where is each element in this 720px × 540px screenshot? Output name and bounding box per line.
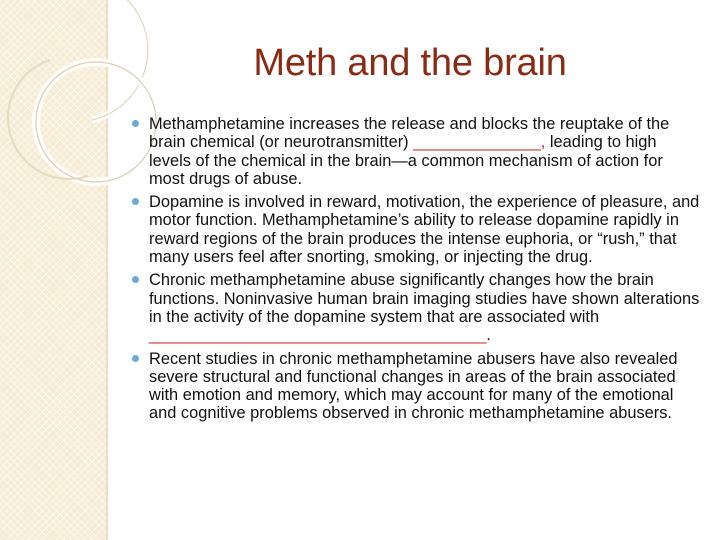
slide-title: Meth and the brain xyxy=(253,42,567,84)
bullet-3-text-before: Chronic methamphetamine abuse significantly changes how the brain functions. Noninvasive human brain imaging studies have shown alterations in the activity of the dopamine system that are associated with xyxy=(149,271,700,326)
bullet-1-text-before: Methamphetamine increases the release and blocks the reuptake of the brain chemical (or neurotransmitter) xyxy=(149,115,670,152)
bullet-dot-icon xyxy=(132,198,139,205)
bullet-2-text: Dopamine is involved in reward, motivation, the experience of pleasure, and motor function. Methamphetamine’s ability to release dopamine rapidly in reward regions of the brain produces the intense euphoria, or “rush,” that many users feel after snorting, smoking, or injecting the drug. xyxy=(149,193,700,267)
bullet-dot-icon xyxy=(132,355,139,362)
bullet-item-2 xyxy=(130,193,702,266)
bullet-item-3 xyxy=(130,271,702,344)
bullet-dot-icon xyxy=(132,120,139,127)
bullet-item-1 xyxy=(130,115,702,188)
bullet-3-text-after: . xyxy=(486,326,491,345)
bullet-dot-icon xyxy=(132,276,139,283)
bullet-item-4 xyxy=(130,350,702,423)
bullet-1-text-after: leading to high levels of the chemical in the brain—a common mechanism of action for most drugs of abuse. xyxy=(149,133,663,188)
bullet-3-blank: _____________________________________ xyxy=(149,326,487,345)
bullet-list xyxy=(130,115,702,428)
bullet-1-blank: ______________, xyxy=(413,133,546,152)
bullet-4-text: Recent studies in chronic methamphetamine abusers have also revealed severe structural and functional changes in areas of the brain associated with emotion and memory, which may account for many of the emotional and cognitive problems observed in chronic methamphetamine abusers. xyxy=(149,349,678,423)
